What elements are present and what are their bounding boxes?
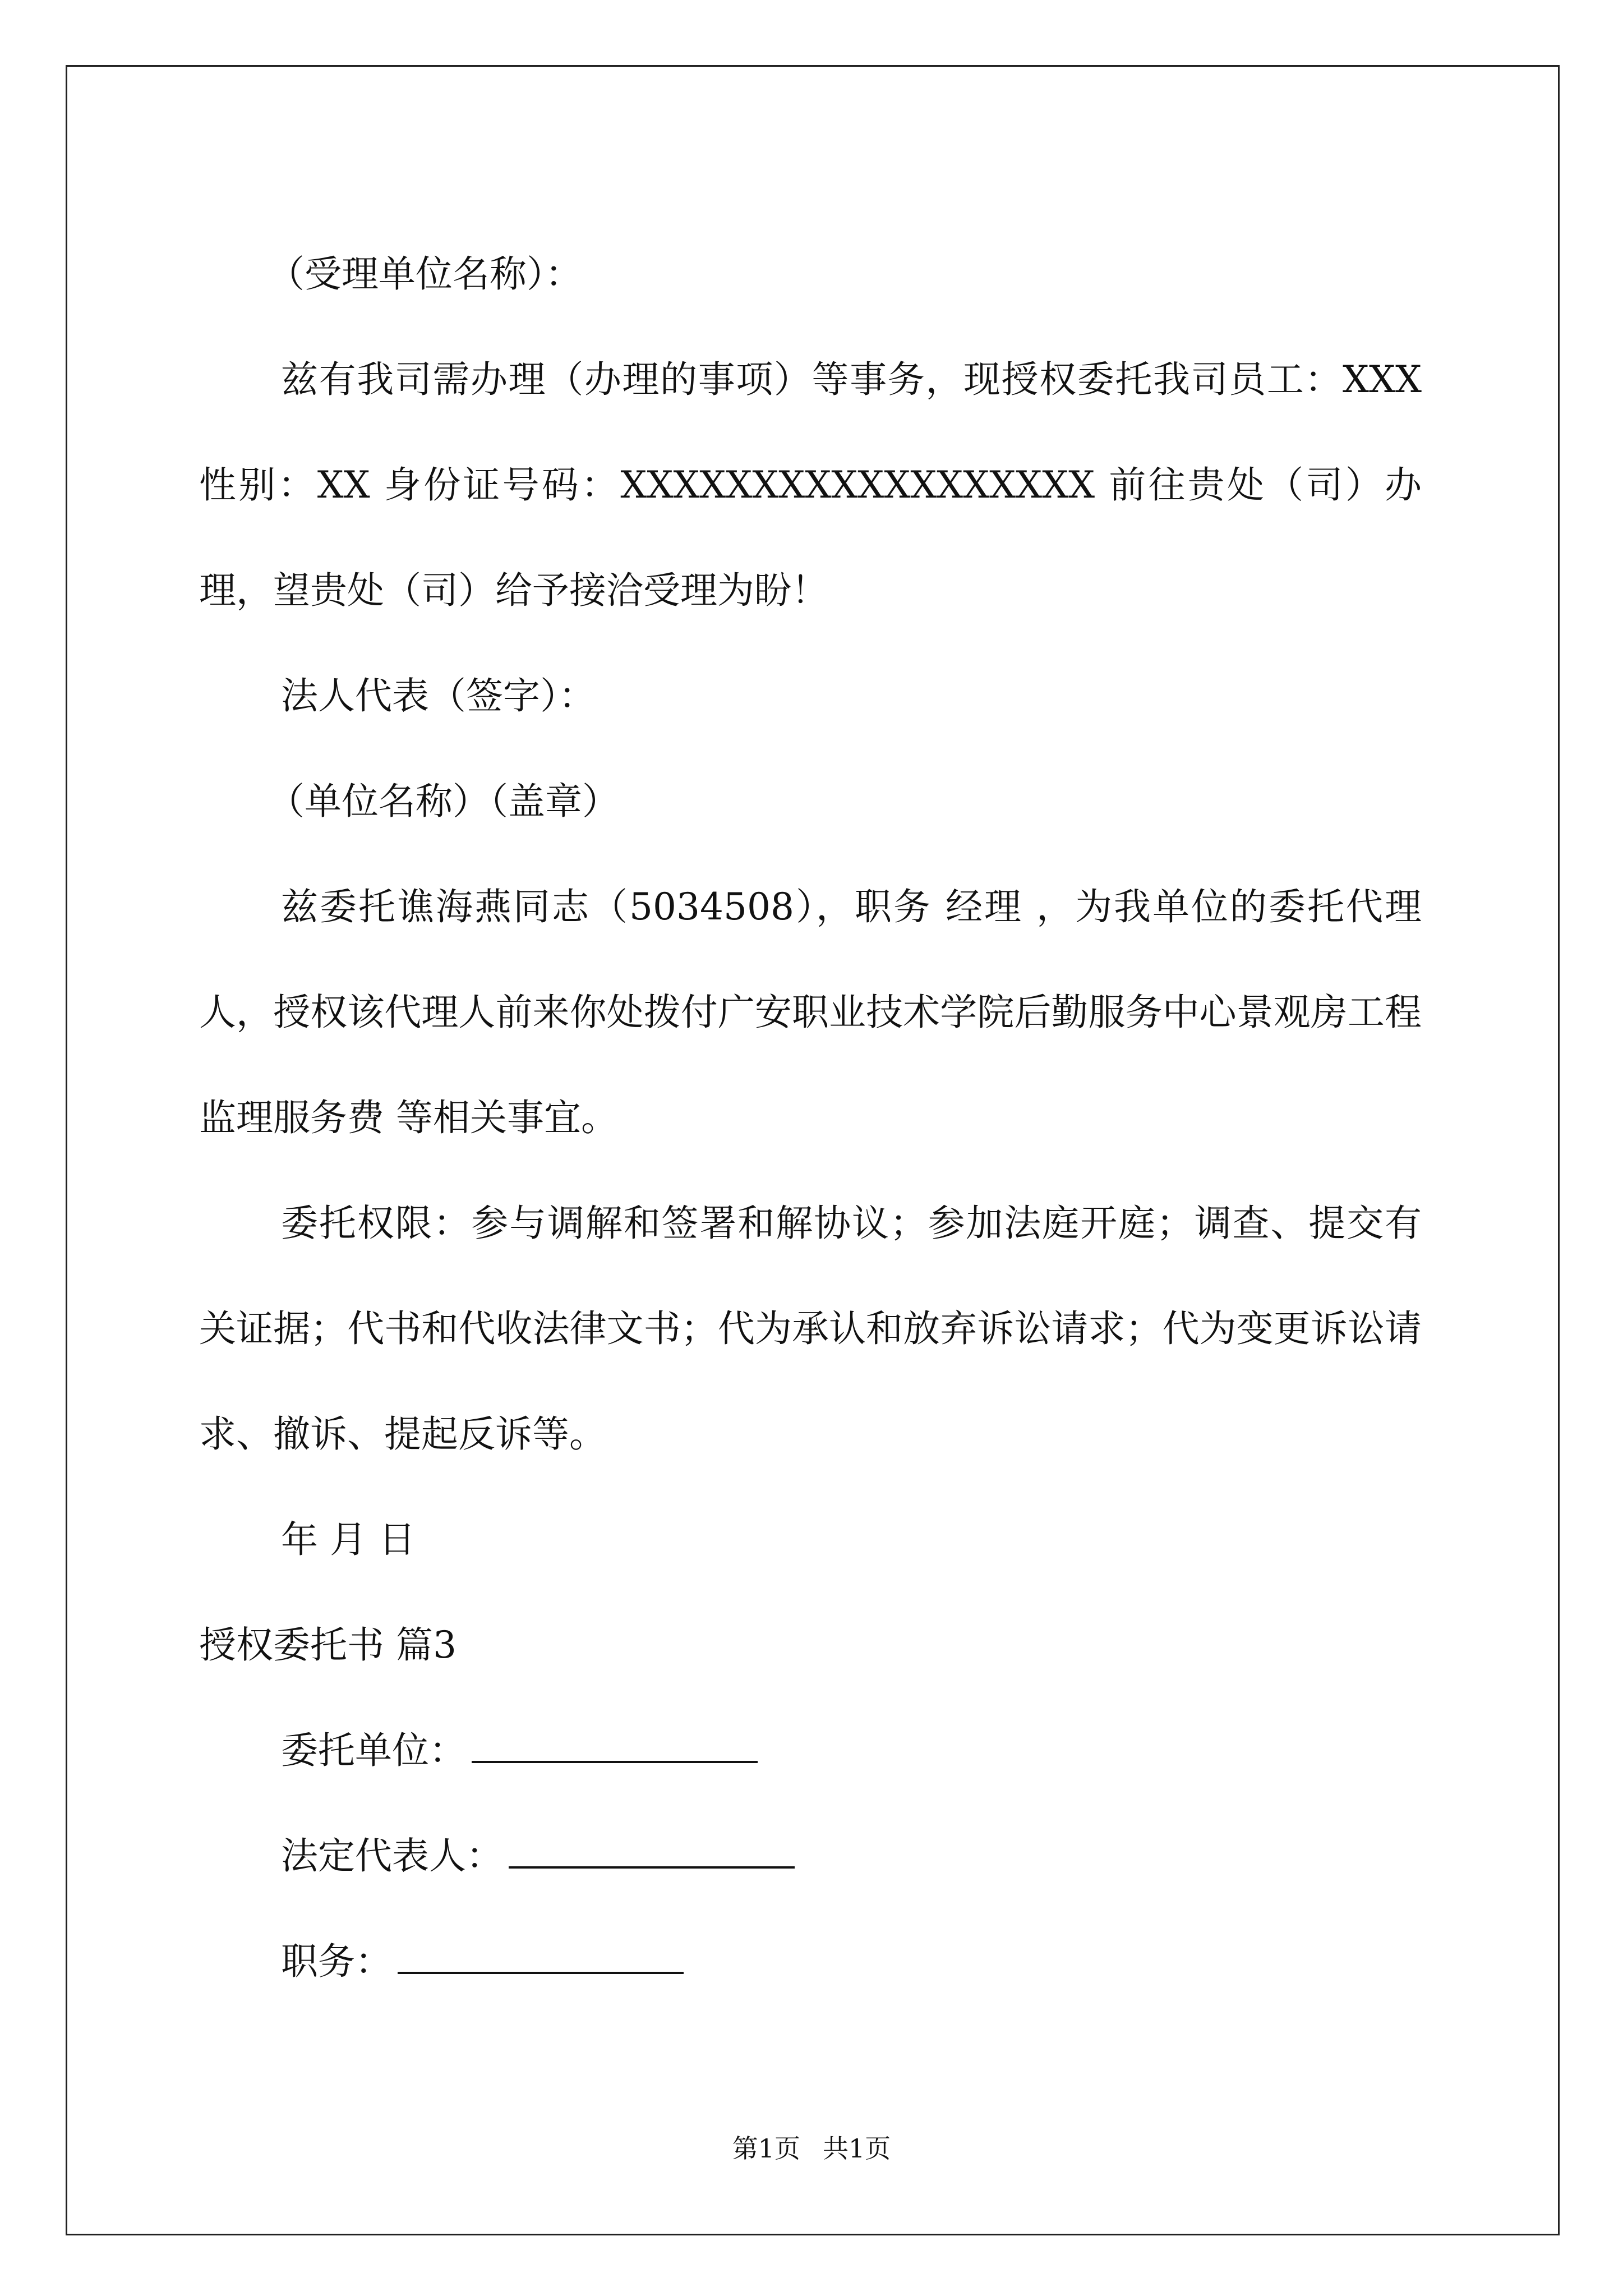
entrusting-unit-blank [472, 1738, 758, 1763]
authority-scope-paragraph: 委托权限：参与调解和签署和解协议；参加法庭开庭；调查、提交有关证据；代书和代收法律文书；代为承认和放弃诉讼请求；代为变更诉讼请求、撤诉、提起反诉等。 [199, 1202, 1422, 1456]
document-body [199, 222, 1422, 2014]
position-blank [398, 1949, 684, 1974]
entrusting-unit-label: 委托单位： [281, 1729, 466, 1772]
page-footer [0, 2132, 1623, 2165]
recipient-line: （受理单位名称）： [268, 252, 582, 296]
legal-rep-signature-line: 法人代表（签字）： [281, 674, 596, 717]
legal-representative-field [199, 1803, 1422, 1909]
section-heading: 授权委托书 篇3 [199, 1623, 457, 1667]
entrusting-unit-field [199, 1698, 1422, 1803]
position-field [199, 1909, 1422, 2014]
legal-representative-label: 法定代表人： [281, 1834, 503, 1878]
legal-representative-blank [509, 1844, 795, 1869]
position-label: 职务： [281, 1940, 392, 1983]
unit-seal-line: （单位名称）（盖章） [268, 780, 619, 823]
page-current: 第1页 [732, 2133, 800, 2164]
page-total: 共1页 [823, 2133, 891, 2164]
authorization-paragraph: 兹有我司需办理（办理的事项）等事务，现授权委托我司员工：XXX 性别：XX 身份证号码：XXXXXXXXXXXXXXXXXX 前往贵处（司）办理，望贵处（司）给予接洽受理为盼！ [199, 358, 1422, 612]
entrustment-paragraph: 兹委托谯海燕同志（5034508），职务 经理 ，为我单位的委托代理人，授权该代理人前来你处拨付广安职业技术学院后勤服务中心景观房工程监理服务费 等相关事宜。 [199, 885, 1422, 1139]
date-line: 年 月 日 [281, 1518, 416, 1561]
